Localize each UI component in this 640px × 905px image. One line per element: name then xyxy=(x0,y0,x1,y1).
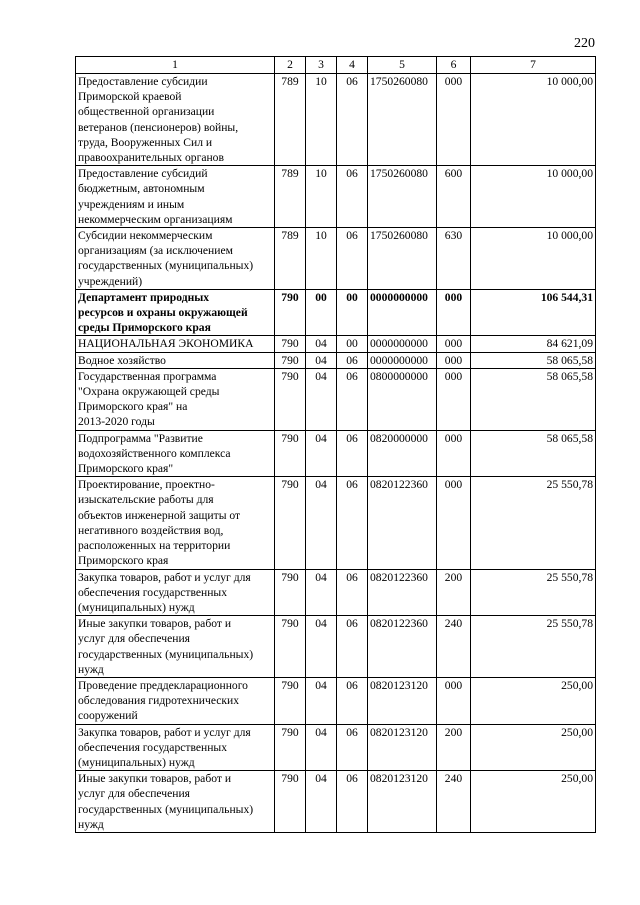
budget-table xyxy=(75,56,596,833)
page-number: 220 xyxy=(574,36,595,51)
row-name-line: Закупка товаров, работ и услуг для xyxy=(78,570,251,584)
amount: 250,00 xyxy=(471,724,596,771)
ved-code: 790 xyxy=(275,677,306,724)
column-header: 6 xyxy=(437,57,471,74)
expense-type-code: 000 xyxy=(437,336,471,352)
column-header: 5 xyxy=(368,57,437,74)
column-header: 3 xyxy=(306,57,337,74)
row-name-line: среды Приморского края xyxy=(78,321,211,335)
table-row xyxy=(76,166,596,228)
row-name xyxy=(76,677,275,724)
target-article-code: 0000000000 xyxy=(368,336,437,352)
amount: 58 065,58 xyxy=(471,430,596,477)
row-name xyxy=(76,166,275,228)
ved-code: 790 xyxy=(275,336,306,352)
row-name-line: (муниципальных) нужд xyxy=(78,755,195,769)
row-name-line: обеспечения государственных xyxy=(78,585,228,599)
ved-code: 789 xyxy=(275,228,306,290)
expense-type-code: 200 xyxy=(437,724,471,771)
section-code: 04 xyxy=(306,771,337,833)
expense-type-code: 000 xyxy=(437,430,471,477)
ved-code: 790 xyxy=(275,569,306,616)
section-code: 04 xyxy=(306,477,337,569)
row-name-line: Иные закупки товаров, работ и xyxy=(78,772,232,786)
row-name-line: негативного воздействия вод, xyxy=(78,523,224,537)
row-name-line: Приморского края" на xyxy=(78,400,188,414)
subsection-code: 06 xyxy=(337,430,368,477)
target-article-code: 1750260080 xyxy=(368,228,437,290)
row-name-line: Департамент природных xyxy=(78,290,210,304)
table-row xyxy=(76,368,596,430)
target-article-code: 0820000000 xyxy=(368,430,437,477)
target-article-code: 0820123120 xyxy=(368,771,437,833)
row-name xyxy=(76,74,275,166)
table-body xyxy=(76,74,596,833)
row-name-line: сооружений xyxy=(78,709,138,723)
ved-code: 790 xyxy=(275,430,306,477)
subsection-code: 06 xyxy=(337,74,368,166)
subsection-code: 06 xyxy=(337,166,368,228)
ved-code: 790 xyxy=(275,724,306,771)
target-article-code: 1750260080 xyxy=(368,166,437,228)
ved-code: 789 xyxy=(275,166,306,228)
ved-code: 790 xyxy=(275,289,306,336)
row-name-line: НАЦИОНАЛЬНАЯ ЭКОНОМИКА xyxy=(78,337,254,351)
row-name-line: Иные закупки товаров, работ и xyxy=(78,617,232,631)
column-header: 7 xyxy=(471,57,596,74)
expense-type-code: 240 xyxy=(437,771,471,833)
target-article-code: 0800000000 xyxy=(368,368,437,430)
row-name-line: некоммерческим организациям xyxy=(78,212,233,226)
amount: 10 000,00 xyxy=(471,74,596,166)
target-article-code: 0820123120 xyxy=(368,724,437,771)
section-code: 04 xyxy=(306,616,337,678)
row-name-line: государственных (муниципальных) xyxy=(78,259,254,273)
subsection-code: 06 xyxy=(337,352,368,368)
row-name xyxy=(76,477,275,569)
column-header: 2 xyxy=(275,57,306,74)
section-code: 04 xyxy=(306,724,337,771)
table-row xyxy=(76,724,596,771)
row-name-line: изыскательские работы для xyxy=(78,493,214,507)
table-row xyxy=(76,74,596,166)
ved-code: 789 xyxy=(275,74,306,166)
row-name-line: учреждений) xyxy=(78,274,143,288)
section-code: 04 xyxy=(306,569,337,616)
row-name-line: нужд xyxy=(78,662,104,676)
row-name-line: Предоставление субсидий xyxy=(78,167,208,181)
table-row xyxy=(76,336,596,352)
row-name-line: водохозяйственного комплекса xyxy=(78,446,231,460)
row-name-line: объектов инженерной защиты от xyxy=(78,508,241,522)
row-name-line: Приморской краевой xyxy=(78,90,182,104)
row-name-line: (муниципальных) нужд xyxy=(78,600,195,614)
section-code: 10 xyxy=(306,228,337,290)
column-number-row xyxy=(76,57,596,74)
expense-type-code: 000 xyxy=(437,477,471,569)
section-code: 10 xyxy=(306,166,337,228)
expense-type-code: 200 xyxy=(437,569,471,616)
target-article-code: 0820122360 xyxy=(368,616,437,678)
ved-code: 790 xyxy=(275,368,306,430)
row-name xyxy=(76,724,275,771)
row-name-line: услуг для обеспечения xyxy=(78,632,190,646)
expense-type-code: 000 xyxy=(437,289,471,336)
target-article-code: 0820122360 xyxy=(368,569,437,616)
row-name-line: учреждениям и иным xyxy=(78,197,185,211)
amount: 25 550,78 xyxy=(471,569,596,616)
table-row xyxy=(76,569,596,616)
row-name-line: Приморского края" xyxy=(78,462,174,476)
row-name xyxy=(76,228,275,290)
amount: 58 065,58 xyxy=(471,368,596,430)
row-name-line: расположенных на территории xyxy=(78,539,231,553)
table-row xyxy=(76,616,596,678)
subsection-code: 00 xyxy=(337,336,368,352)
row-name-line: обеспечения государственных xyxy=(78,740,228,754)
target-article-code: 0000000000 xyxy=(368,289,437,336)
row-name-line: 2013-2020 годы xyxy=(78,415,155,429)
row-name-line: Государственная программа xyxy=(78,369,217,383)
row-name-line: Проектирование, проектно- xyxy=(78,478,215,492)
row-name xyxy=(76,352,275,368)
row-name-line: Предоставление субсидии xyxy=(78,75,208,88)
subsection-code: 06 xyxy=(337,569,368,616)
ved-code: 790 xyxy=(275,771,306,833)
expense-type-code: 000 xyxy=(437,74,471,166)
table-row xyxy=(76,228,596,290)
amount: 250,00 xyxy=(471,677,596,724)
section-code: 04 xyxy=(306,352,337,368)
subsection-code: 06 xyxy=(337,477,368,569)
expense-type-code: 000 xyxy=(437,368,471,430)
row-name-line: Приморского края xyxy=(78,554,169,568)
subsection-code: 06 xyxy=(337,616,368,678)
expense-type-code: 600 xyxy=(437,166,471,228)
row-name xyxy=(76,771,275,833)
column-header: 4 xyxy=(337,57,368,74)
row-name-line: государственных (муниципальных) xyxy=(78,647,254,661)
table-row xyxy=(76,430,596,477)
section-code: 04 xyxy=(306,677,337,724)
target-article-code: 0820123120 xyxy=(368,677,437,724)
section-code: 04 xyxy=(306,336,337,352)
row-name-line: общественной организации xyxy=(78,105,215,119)
row-name-line: "Охрана окружающей среды xyxy=(78,385,220,399)
row-name-line: Подпрограмма "Развитие xyxy=(78,431,203,445)
subsection-code: 06 xyxy=(337,677,368,724)
ved-code: 790 xyxy=(275,616,306,678)
row-name xyxy=(76,336,275,352)
section-code: 04 xyxy=(306,368,337,430)
table-row xyxy=(76,771,596,833)
target-article-code: 0000000000 xyxy=(368,352,437,368)
table-row xyxy=(76,352,596,368)
row-name-line: ветеранов (пенсионеров) войны, xyxy=(78,120,239,134)
row-name xyxy=(76,368,275,430)
amount: 106 544,31 xyxy=(471,289,596,336)
amount: 250,00 xyxy=(471,771,596,833)
row-name xyxy=(76,616,275,678)
table-row xyxy=(76,477,596,569)
row-name-line: нужд xyxy=(78,817,104,831)
expense-type-code: 000 xyxy=(437,677,471,724)
target-article-code: 0820122360 xyxy=(368,477,437,569)
table-row xyxy=(76,289,596,336)
amount: 58 065,58 xyxy=(471,352,596,368)
subsection-code: 06 xyxy=(337,724,368,771)
row-name-line: организациям (за исключением xyxy=(78,244,233,258)
subsection-code: 06 xyxy=(337,771,368,833)
row-name-line: ресурсов и охраны окружающей xyxy=(78,306,248,320)
row-name-line: Проведение преддекларационного xyxy=(78,678,248,692)
ved-code: 790 xyxy=(275,352,306,368)
row-name-line: Субсидии некоммерческим xyxy=(78,229,213,243)
table-header xyxy=(76,57,596,74)
section-code: 10 xyxy=(306,74,337,166)
row-name-line: правоохранительных органов xyxy=(78,151,224,165)
table-row xyxy=(76,677,596,724)
row-name-line: услуг для обеспечения xyxy=(78,787,190,801)
row-name-line: Водное хозяйство xyxy=(78,353,166,367)
expense-type-code: 000 xyxy=(437,352,471,368)
section-code: 04 xyxy=(306,430,337,477)
expense-type-code: 630 xyxy=(437,228,471,290)
row-name xyxy=(76,289,275,336)
amount: 10 000,00 xyxy=(471,166,596,228)
target-article-code: 1750260080 xyxy=(368,74,437,166)
amount: 25 550,78 xyxy=(471,477,596,569)
subsection-code: 06 xyxy=(337,228,368,290)
row-name-line: бюджетным, автономным xyxy=(78,182,205,196)
expense-type-code: 240 xyxy=(437,616,471,678)
column-header: 1 xyxy=(76,57,275,74)
amount: 10 000,00 xyxy=(471,228,596,290)
section-code: 00 xyxy=(306,289,337,336)
row-name xyxy=(76,430,275,477)
row-name-line: обследования гидротехнических xyxy=(78,694,240,708)
row-name-line: труда, Вооруженных Сил и xyxy=(78,135,213,149)
row-name xyxy=(76,569,275,616)
amount: 84 621,09 xyxy=(471,336,596,352)
subsection-code: 00 xyxy=(337,289,368,336)
row-name-line: Закупка товаров, работ и услуг для xyxy=(78,725,251,739)
subsection-code: 06 xyxy=(337,368,368,430)
amount: 25 550,78 xyxy=(471,616,596,678)
row-name-line: государственных (муниципальных) xyxy=(78,802,254,816)
ved-code: 790 xyxy=(275,477,306,569)
